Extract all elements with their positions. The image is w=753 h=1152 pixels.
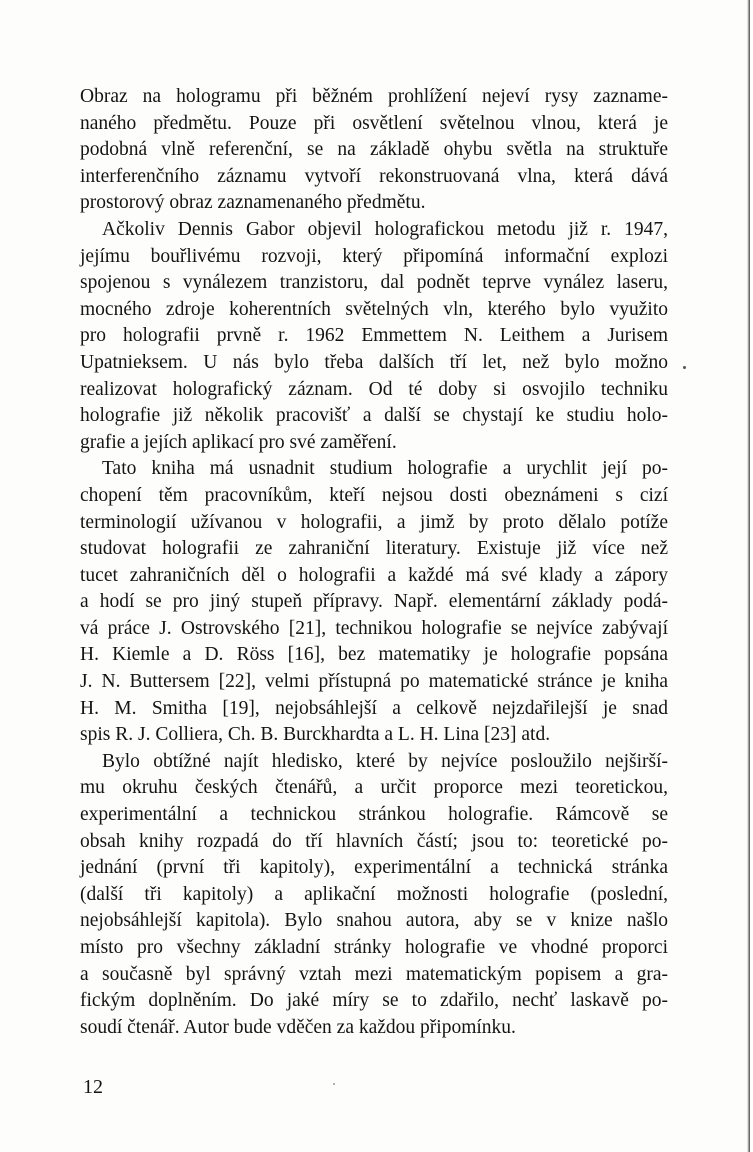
text-line: chopení těm pracovníkům, kteří nejsou dosti obeznámeni s cizí [80,484,668,506]
page-edge-shadow [747,0,750,1152]
text-line: prostorový obraz zaznamenaného předmětu. [80,192,426,214]
text-line: holografie již několik pracovišť a další se chystají ke studiu holo- [80,405,668,427]
text-line: spojenou s vynálezem tranzistoru, dal podnět teprve vynález laseru, [80,272,668,294]
text-line: Obraz na hologramu při běžném prohlížení nejeví rysy zazname- [80,86,668,107]
text-line: interferenčního záznamu vytvoří rekonstruovaná vlna, která dává [80,165,668,187]
paragraph-1 [80,84,668,217]
text-line: pro holografii prvně r. 1962 Emmettem N. Leithem a Jurisem [80,325,668,347]
text-line: fickým doplněním. Do jaké míry se to zdařilo, nechť laskavě po- [80,990,668,1012]
text-line: spis R. J. Colliera, Ch. B. Burckhardta a L. H. Lina [23] atd. [80,724,551,746]
text-line: mocného zdroje koherentních světelných vln, kterého bylo využito [80,298,668,320]
text-line: mu okruhu českých čtenářů, a určit proporce mezi teoretickou, [80,777,668,799]
text-line: soudí čtenář. Autor bude vděčen za každou připomínku. [80,1016,516,1038]
text-line: tucet zahraničních děl o holografii a každé má své klady a zápory [80,564,668,586]
paragraph-3 [80,456,668,749]
text-line: podobná vlně referenční, se na základě ohybu světla na struktuře [80,139,668,161]
text-line: Bylo obtížné najít hledisko, které by nejvíce posloužilo nejširší- [102,750,668,772]
text-line: studovat holografii ze zahraniční literatury. Existuje již více než [80,538,668,560]
text-line: a současně byl správný vztah mezi matematickým popisem a gra- [80,963,668,985]
text-line: experimentální a technickou stránkou holografie. Rámcově se [80,804,668,826]
text-line: jednání (první tři kapitoly), experimentální a technická stránka [80,857,668,879]
text-line: jejímu bouřlivému rozvoji, který připomíná informační explozi [80,245,668,267]
text-line: vá práce J. Ostrovského [21], technikou holografie se nejvíce zabývají [80,617,668,639]
text-line: obsah knihy rozpadá do tří hlavních částí; jsou to: teoretické po- [80,830,668,852]
body-text [80,84,668,1041]
page-number: 12 [83,1076,103,1098]
text-line: Tato kniha má usnadnit studium holografie a urychlit její po- [102,458,668,480]
scan-speck [683,366,686,369]
text-line: realizovat holografický záznam. Od té doby si osvojilo techniku [80,378,668,400]
text-line: Ačkoliv Dennis Gabor objevil holografickou metodu již r. 1947, [102,218,668,240]
text-line: grafie a jejích aplikací pro své zaměření. [80,431,397,453]
text-line: J. N. Buttersem [22], velmi přístupná po matematické stránce je kniha [80,671,668,693]
text-line: (další tři kapitoly) a aplikační možnosti holografie (poslední, [80,883,668,905]
paragraph-2 [80,217,668,456]
text-line: naného předmětu. Pouze při osvětlení světelnou vlnou, která je [80,112,668,134]
text-line: Upatnieksem. U nás bylo třeba dalších tří let, než bylo možno [80,351,668,373]
text-line: terminologií užívanou v holografii, a jimž by proto dělalo potíže [80,511,668,533]
text-line: a hodí se pro jiný stupeň přípravy. Např. elementární základy podá- [80,591,668,613]
text-line: H. Kiemle a D. Röss [16], bez matematiky je holografie popsána [80,644,668,666]
paragraph-4 [80,749,668,1042]
scan-speck [333,1083,335,1085]
text-line: místo pro všechny základní stránky holografie ve vhodné proporci [80,937,668,958]
text-line: nejobsáhlejší kapitola). Bylo snahou autora, aby se v knize našlo [80,910,668,932]
text-line: H. M. Smitha [19], nejobsáhlejší a celkově nejzdařilejší je snad [80,697,668,719]
